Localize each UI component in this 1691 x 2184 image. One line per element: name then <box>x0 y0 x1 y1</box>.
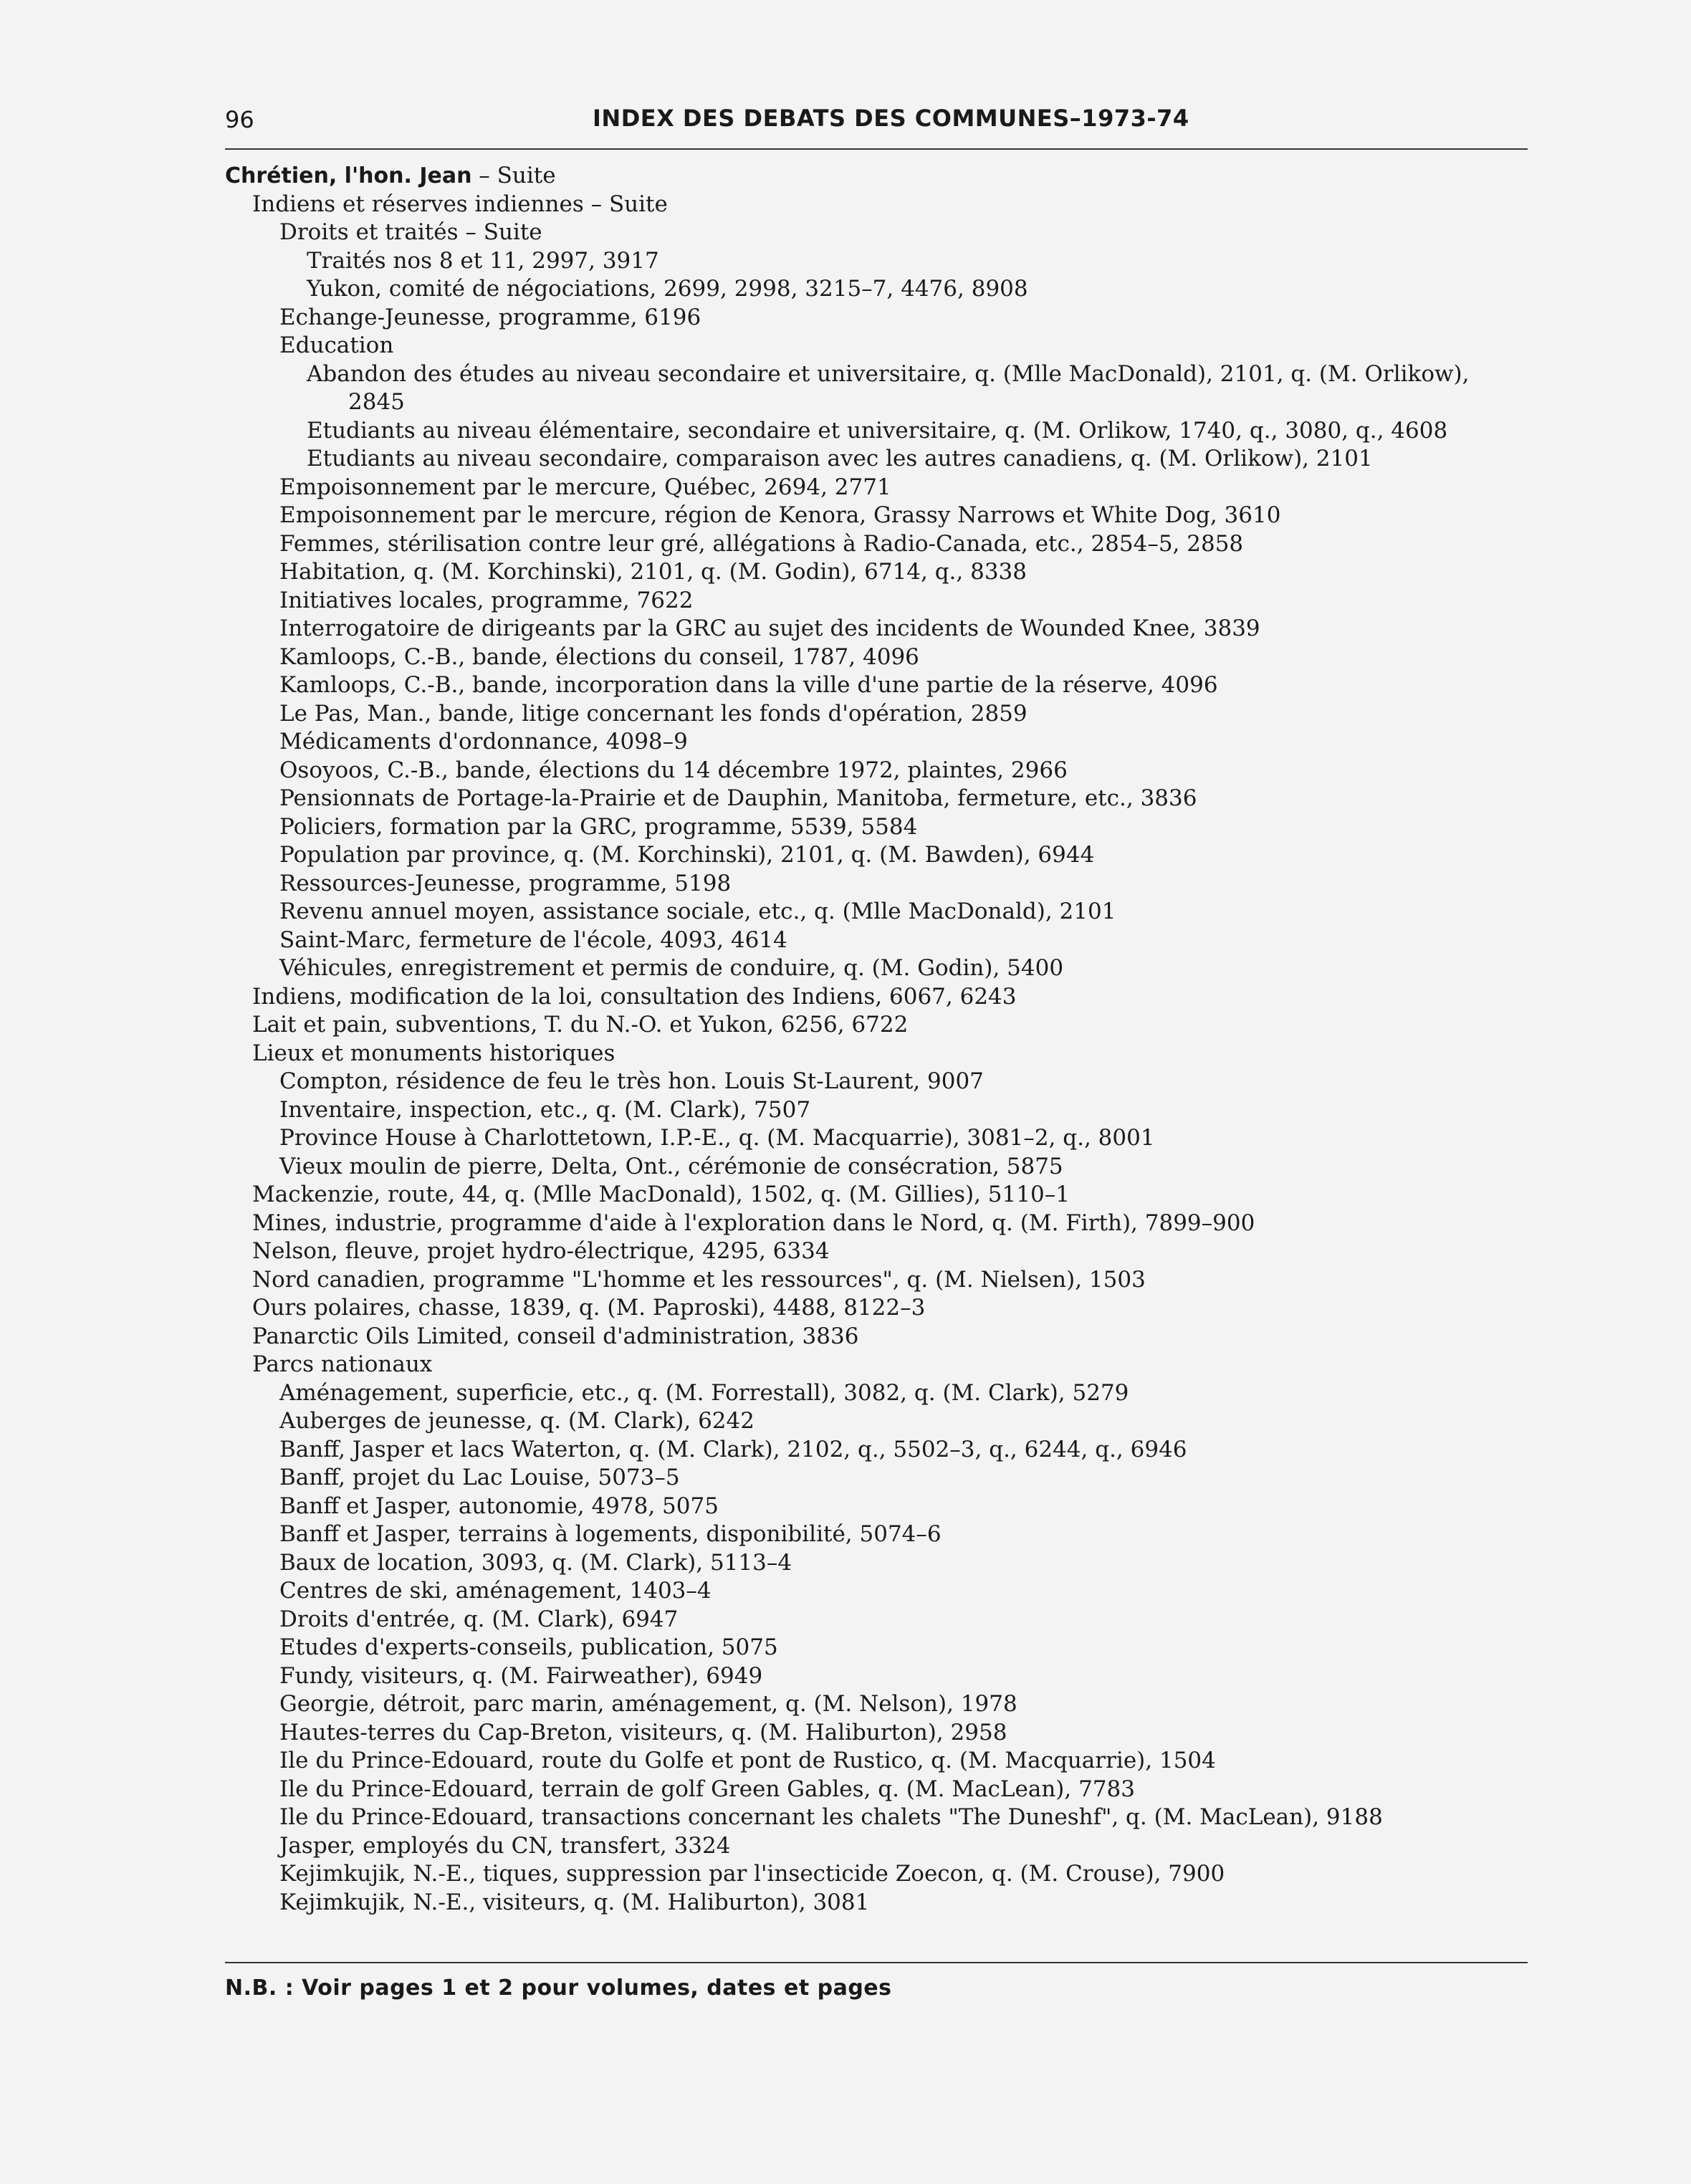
index-entry: Véhicules, enregistrement et permis de conduire, q. (M. Godin), 5400 <box>279 955 1064 981</box>
index-entry: Centres de ski, aménagement, 1403–4 <box>279 1578 712 1604</box>
index-entry: Echange-Jeunesse, programme, 6196 <box>279 304 701 330</box>
index-entry: Kejimkujik, N.-E., tiques, suppression par l'insecticide Zoecon, q. (M. Crouse), 7900 <box>279 1861 1225 1887</box>
index-entry: Yukon, comité de négociations, 2699, 2998, 3215–7, 4476, 8908 <box>307 276 1028 302</box>
index-entry: Panarctic Oils Limited, conseil d'administration, 3836 <box>252 1323 859 1349</box>
index-entry: Initiatives locales, programme, 7622 <box>279 587 694 613</box>
index-entry: Lait et pain, subventions, T. du N.-O. et Yukon, 6256, 6722 <box>252 1012 909 1038</box>
index-entry: Droits et traités – Suite <box>279 219 542 245</box>
index-entry: Mines, industrie, programme d'aide à l'exploration dans le Nord, q. (M. Firth), 7899–900 <box>252 1210 1255 1236</box>
index-heading <box>225 162 1529 191</box>
index-entry: Traités nos 8 et 11, 2997, 3917 <box>307 247 659 274</box>
index-entry: Banff, projet du Lac Louise, 5073–5 <box>279 1465 680 1490</box>
index-entry: Etudiants au niveau secondaire, comparaison avec les autres canadiens, q. (M. Orlikow), 2101 <box>307 446 1373 471</box>
index-entry: Kamloops, C.-B., bande, élections du conseil, 1787, 4096 <box>279 643 919 670</box>
index-entry: Femmes, stérilisation contre leur gré, allégations à Radio-Canada, etc., 2854–5, 2858 <box>279 530 1244 557</box>
index-entry: Population par province, q. (M. Korchinski), 2101, q. (M. Bawden), 6944 <box>279 842 1095 868</box>
heading-suffix: – Suite <box>471 163 556 188</box>
index-entry: Kejimkujik, N.-E., visiteurs, q. (M. Haliburton), 3081 <box>279 1889 870 1915</box>
running-title: INDEX DES DEBATS DES COMMUNES–1973-74 <box>593 105 1189 132</box>
index-entry: Abandon des études au niveau secondaire et universitaire, q. (Mlle MacDonald), 2101, q. (M. Orlikow), 2845 <box>307 360 1470 415</box>
index-entry: Empoisonnement par le mercure, région de Kenora, Grassy Narrows et White Dog, 3610 <box>279 502 1281 528</box>
index-entry: Parcs nationaux <box>252 1351 433 1377</box>
heading-name: Chrétien, l'hon. Jean <box>225 163 472 188</box>
index-entry: Georgie, détroit, parc marin, aménagement, q. (M. Nelson), 1978 <box>279 1691 1017 1717</box>
index-entry: Banff et Jasper, autonomie, 4978, 5075 <box>279 1493 719 1519</box>
header-rule <box>225 148 1528 150</box>
index-entry: Ile du Prince-Edouard, terrain de golf Green Gables, q. (M. MacLean), 7783 <box>279 1776 1135 1802</box>
index-entry: Médicaments d'ordonnance, 4098–9 <box>279 729 688 755</box>
index-entry: Ile du Prince-Edouard, route du Golfe et pont de Rustico, q. (M. Macquarrie), 1504 <box>279 1748 1216 1773</box>
index-entry: Empoisonnement par le mercure, Québec, 2694, 2771 <box>279 474 891 500</box>
index-entry: Kamloops, C.-B., bande, incorporation dans la ville d'une partie de la réserve, 4096 <box>279 672 1218 698</box>
index-entry: Revenu annuel moyen, assistance sociale, etc., q. (Mlle MacDonald), 2101 <box>279 899 1116 924</box>
index-entry: Pensionnats de Portage-la-Prairie et de Dauphin, Manitoba, fermeture, etc., 3836 <box>279 785 1197 811</box>
index-entry: Aménagement, superficie, etc., q. (M. Forrestall), 3082, q. (M. Clark), 5279 <box>279 1379 1129 1406</box>
index-entry: Inventaire, inspection, etc., q. (M. Clark), 7507 <box>279 1096 811 1123</box>
index-entries <box>225 162 1529 1917</box>
index-entry: Interrogatoire de dirigeants par la GRC au sujet des incidents de Wounded Knee, 3839 <box>279 616 1260 641</box>
index-entry: Fundy, visiteurs, q. (M. Fairweather), 6949 <box>279 1662 763 1689</box>
footer-rule <box>225 1962 1528 1963</box>
index-entry: Auberges de jeunesse, q. (M. Clark), 6242 <box>279 1408 755 1434</box>
index-entry: Ile du Prince-Edouard, transactions concernant les chalets "The Duneshf", q. (M. MacLean), 9188 <box>279 1804 1383 1830</box>
index-entry: Saint-Marc, fermeture de l'école, 4093, 4614 <box>279 926 787 953</box>
index-entry: Hautes-terres du Cap-Breton, visiteurs, q. (M. Haliburton), 2958 <box>279 1719 1007 1745</box>
index-entry: Banff et Jasper, terrains à logements, disponibilité, 5074–6 <box>279 1521 942 1547</box>
index-entry: Nelson, fleuve, projet hydro-électrique, 4295, 6334 <box>252 1238 830 1264</box>
index-entry: Baux de location, 3093, q. (M. Clark), 5113–4 <box>279 1549 792 1576</box>
index-entry: Ressources-Jeunesse, programme, 5198 <box>279 870 732 896</box>
index-entry: Droits d'entrée, q. (M. Clark), 6947 <box>279 1606 679 1632</box>
index-entry: Compton, résidence de feu le très hon. Louis St-Laurent, 9007 <box>279 1068 984 1094</box>
index-entry: Etudes d'experts-conseils, publication, 5075 <box>279 1634 778 1660</box>
index-entry: Etudiants au niveau élémentaire, secondaire et universitaire, q. (M. Orlikow, 1740, q., 3080, q., 4608 <box>307 417 1448 444</box>
index-entry: Mackenzie, route, 44, q. (Mlle MacDonald), 1502, q. (M. Gillies), 5110–1 <box>252 1182 1070 1207</box>
index-entry: Vieux moulin de pierre, Delta, Ont., cérémonie de consécration, 5875 <box>279 1153 1063 1179</box>
index-entry: Jasper, employés du CN, transfert, 3324 <box>279 1832 731 1859</box>
index-entry: Indiens et réserves indiennes – Suite <box>252 191 668 217</box>
index-entry: Province House à Charlottetown, I.P.-E., q. (M. Macquarrie), 3081–2, q., 8001 <box>279 1125 1155 1151</box>
index-entry: Lieux et monuments historiques <box>252 1040 615 1066</box>
page-header <box>225 100 1529 143</box>
index-entry: Le Pas, Man., bande, litige concernant les fonds d'opération, 2859 <box>279 700 1027 727</box>
index-entry: Nord canadien, programme "L'homme et les ressources", q. (M. Nielsen), 1503 <box>252 1266 1146 1293</box>
index-entry: Habitation, q. (M. Korchinski), 2101, q. (M. Godin), 6714, q., 8338 <box>279 559 1027 585</box>
page-number: 96 <box>225 106 254 133</box>
index-entry: Policiers, formation par la GRC, programme, 5539, 5584 <box>279 813 918 840</box>
index-entry: Ours polaires, chasse, 1839, q. (M. Paproski), 4488, 8122–3 <box>252 1295 926 1321</box>
index-entry: Education <box>279 332 394 358</box>
footer-note: N.B. : Voir pages 1 et 2 pour volumes, dates et pages <box>225 1975 892 2001</box>
index-entry: Indiens, modification de la loi, consultation des Indiens, 6067, 6243 <box>252 983 1017 1010</box>
index-entry: Banff, Jasper et lacs Waterton, q. (M. Clark), 2102, q., 5502–3, q., 6244, q., 6946 <box>279 1436 1187 1462</box>
index-entry: Osoyoos, C.-B., bande, élections du 14 décembre 1972, plaintes, 2966 <box>279 757 1068 783</box>
